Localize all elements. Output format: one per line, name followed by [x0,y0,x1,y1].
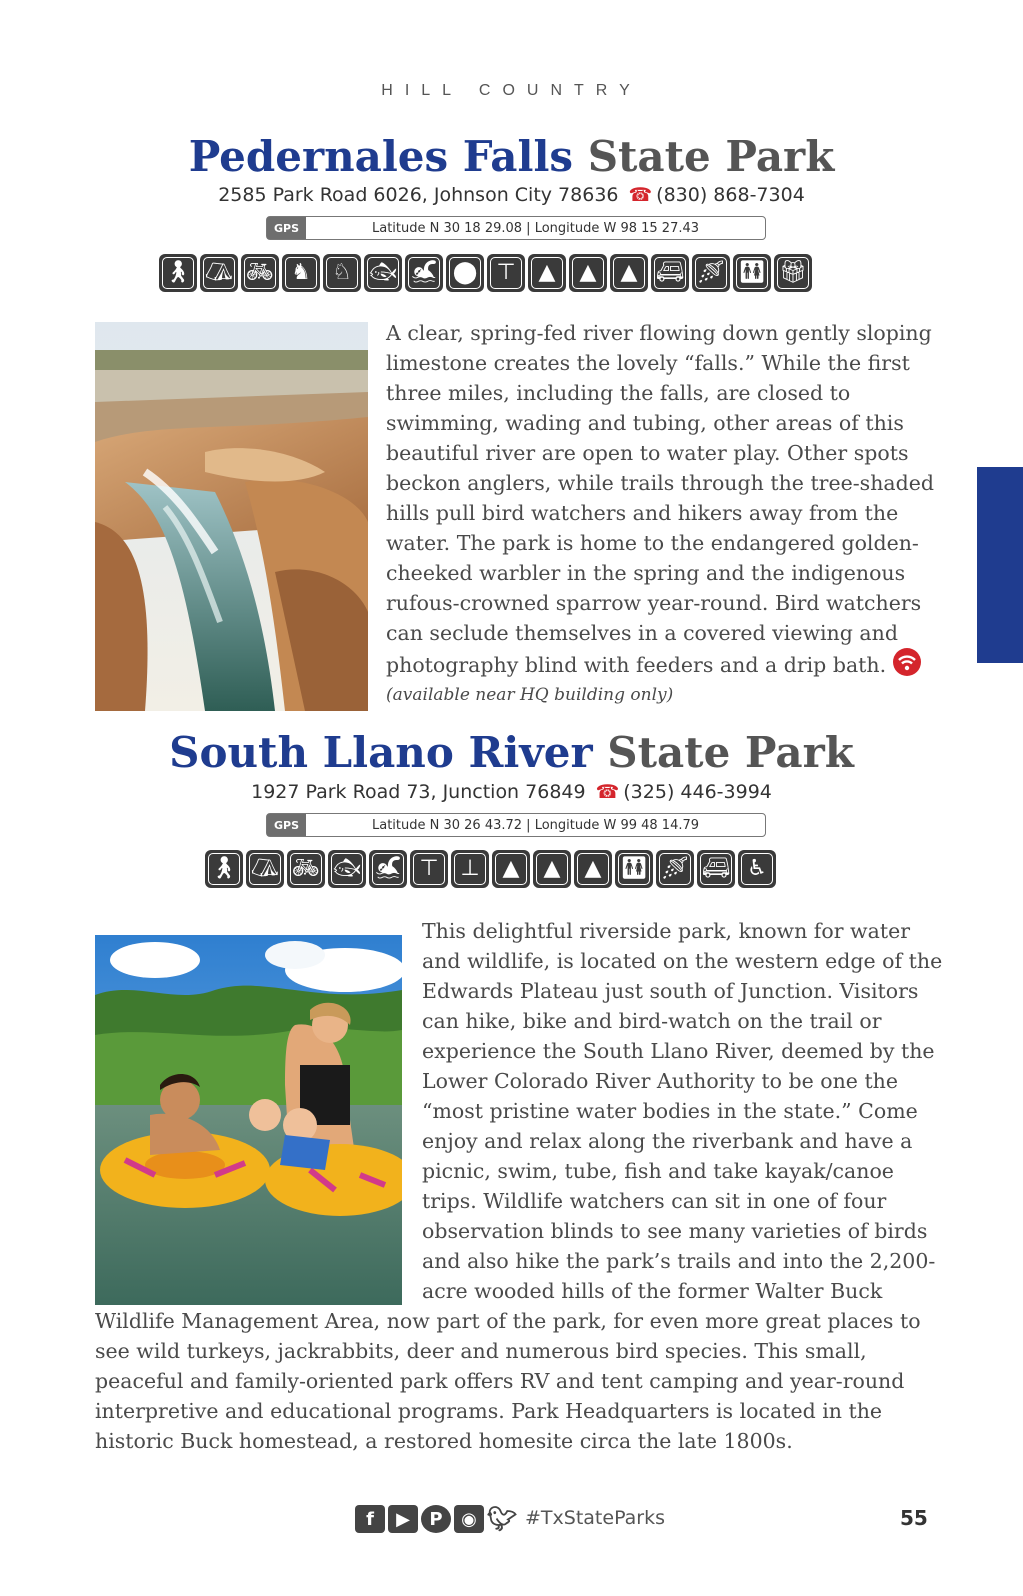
park-address: 1927 Park Road 73, Junction 76849 [251,781,586,803]
description-line: can hike, bike and bird-watch on the trail or [422,1009,882,1033]
twitter-icon[interactable]: 🐦︎ [486,1505,518,1533]
gps-tag: GPS [267,814,306,836]
description-line: hills pull bird watchers and hikers away from the [386,501,899,525]
description-line: Wildlife Management Area, now part of the park, for even more great places to [95,1309,921,1333]
description-line: rufous-crowned sparrow year-round. Bird watchers [386,591,922,615]
park-suffix: State Park [607,728,854,777]
park-address-line [0,184,1023,206]
description-line: experience the South Llano River, deemed by the [422,1039,935,1063]
park-suffix: State Park [587,132,835,181]
description-line: can seclude themselves in a covered viewing and [386,621,898,645]
wifi-icon [893,648,921,676]
rv-camping-icon: 🚐︎ [697,850,735,888]
description-line: Edwards Plateau just south of Junction. Visitors [422,979,919,1003]
phone-icon: ☎ [628,184,653,206]
description-line: enjoy and relax along the riverbank and have a [422,1129,913,1153]
tent-camping-icon: ▲ [533,850,571,888]
description-line: peaceful and family-oriented park offers RV and tent camping and year-round [95,1369,905,1393]
wifi-note: (available near HQ building only) [386,685,674,705]
park-name: Pedernales Falls [188,132,574,181]
description-line-wifi [386,648,934,680]
description-line: A clear, spring-fed river flowing down gently sloping [386,321,932,345]
description-line: see wild turkeys, jackrabbits, deer and numerous bird species. This small, [95,1339,867,1363]
description-line: limestone creates the lovely “falls.” While the first [386,351,910,375]
amenity-icons [159,254,812,292]
park-phone[interactable]: (325) 446-3994 [623,781,772,803]
swimming-icon: 🏊︎ [405,254,443,292]
picnic-icon: ⊤ [487,254,525,292]
park-description [422,916,942,1306]
swimming-icon: 🏊︎ [369,850,407,888]
description-line: “most pristine water bodies in the state.” Come [422,1099,918,1123]
accessible-icon: ♿︎ [738,850,776,888]
hiking-icon: 🚶︎ [205,850,243,888]
park-name: South Llano River [169,728,593,777]
park-title-pedernales [0,132,1023,182]
facebook-icon[interactable]: f [355,1505,385,1533]
showers-icon: 🚿︎ [692,254,730,292]
page-number: 55 [900,1506,928,1530]
description-line: trips. Wildlife watchers can sit in one of four [422,1189,887,1213]
restrooms-icon: 🚻︎ [615,850,653,888]
geocaching-icon: ⬤ [446,254,484,292]
amenity-icons [205,850,776,888]
description-line: historic Buck homestead, a restored homesite circa the late 1800s. [95,1429,793,1453]
description-line: cheeked warbler in the spring and the indigenous [386,561,906,585]
park-title-south-llano [0,728,1023,778]
gps-coordinates: Latitude N 30 26 43.72 | Longitude W 99 48 14.79 [371,817,700,833]
river-tubing-photo [95,935,402,1305]
park-address-line [0,781,1023,803]
horseback-riding-icon: ♞ [282,254,320,292]
gps-tag: GPS [267,217,306,239]
nature-trail-icon: ⛺︎ [200,254,238,292]
youtube-icon[interactable]: ▶ [388,1505,418,1533]
description-line: observation blinds to see many varieties of birds [422,1219,928,1243]
nature-trail-icon: ⛺︎ [246,850,284,888]
fishing-icon: 🐟︎ [364,254,402,292]
park-address: 2585 Park Road 6026, Johnson City 78636 [218,184,619,206]
description-line: water. The park is home to the endangered golden- [386,531,919,555]
rv-camping-icon: 🚐︎ [651,254,689,292]
gps-coordinates: Latitude N 30 18 29.08 | Longitude W 98 15 27.43 [371,220,700,236]
boat-ramp-icon: ⊥ [451,850,489,888]
gps-bar [266,216,766,240]
description-line: and also hike the park’s trails and into the 2,200- [422,1249,936,1273]
hiking-icon: 🚶︎ [159,254,197,292]
description-line: swimming, wading and tubing, other areas of this [386,411,904,435]
description-line: picnic, swim, tube, fish and take kayak/canoe [422,1159,894,1183]
primitive-camping-icon: ▲ [492,850,530,888]
social-icons [355,1505,517,1533]
fishing-icon: 🐟︎ [328,850,366,888]
gift-shop-icon: 🎁︎ [774,254,812,292]
description-line: interpretive and educational programs. Park Headquarters is located in the [95,1399,883,1423]
page-footer [0,1505,1023,1535]
section-color-tab [977,467,1023,663]
description-line: acre wooded hills of the former Walter Buck [422,1279,883,1303]
biking-icon: 🚲︎ [287,850,325,888]
water-camping-icon: ▲ [574,850,612,888]
section-label: HILL COUNTRY [381,82,642,99]
restrooms-icon: 🚻︎ [733,254,771,292]
picnic-icon: ⊤ [410,850,448,888]
description-line: beautiful river are open to water play. Other spots [386,441,909,465]
water-camping-icon: ▲ [528,254,566,292]
description-line: Lower Colorado River Authority to be one the [422,1069,899,1093]
pinterest-icon[interactable]: P [421,1505,451,1533]
waterfall-photo [95,322,368,711]
description-line: and wildlife, is located on the western edge of the [422,949,943,973]
park-phone[interactable]: (830) 868-7304 [656,184,805,206]
showers-icon: 🚿︎ [656,850,694,888]
instagram-icon[interactable]: ◉ [454,1505,484,1533]
primitive-camping-icon: ▲ [569,254,607,292]
park-description-continued [95,1306,921,1456]
gps-bar [266,813,766,837]
park-description [386,318,934,710]
description-line: photography blind with feeders and a drip bath. [386,653,887,677]
hashtag[interactable]: #TxStateParks [525,1507,666,1529]
biking-icon: 🚲︎ [241,254,279,292]
description-line: three miles, including the falls, are closed to [386,381,851,405]
tent-camping-icon: ▲ [610,254,648,292]
equestrian-camping-icon: ♘ [323,254,361,292]
description-line: This delightful riverside park, known for water [422,919,910,943]
description-line: beckon anglers, while trails through the tree-shaded [386,471,934,495]
phone-icon: ☎ [595,781,620,803]
